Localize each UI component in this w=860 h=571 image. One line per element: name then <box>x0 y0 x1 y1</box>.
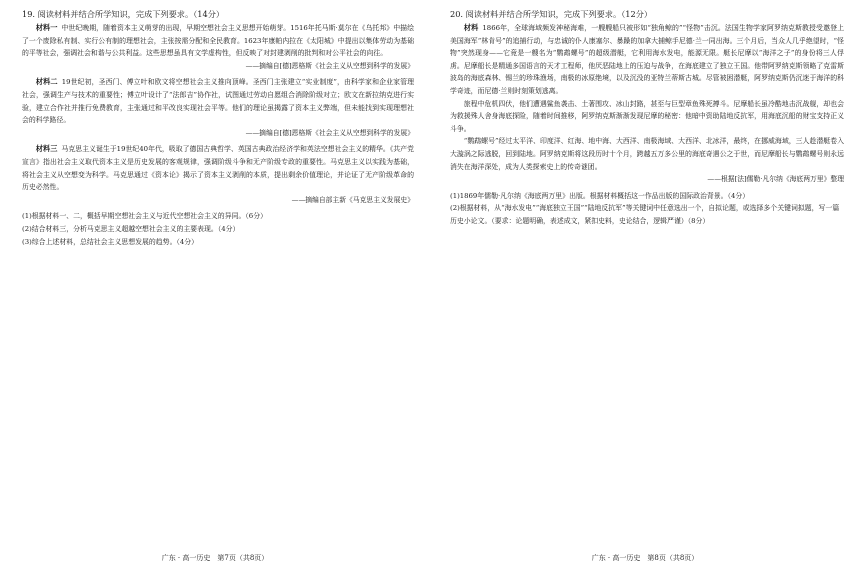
material-2 <box>22 76 414 126</box>
material-label: 材料 <box>463 23 479 32</box>
material-1-source: ——摘编自[德]恩格斯《社会主义从空想到科学的发展》 <box>245 61 414 70</box>
material-3 <box>22 143 414 193</box>
material-2-source: ——摘编自[德]恩格斯《社会主义从空想到科学的发展》 <box>245 128 414 137</box>
material-source: ——根据[法]儒勒·凡尔纳《海底两万里》整理 <box>707 175 844 184</box>
page-7-footer: 广东 · 高一历史 第7页（共8页） <box>161 554 269 562</box>
subquestion-19-1: (1)根据材料一、二，概括早期空想社会主义与近代空想社会主义的异同。（6分） <box>22 212 267 221</box>
material-paragraph-1 <box>450 22 844 98</box>
question-19-heading: 19. 阅读材料并结合所学知识，完成下列要求。（14分） <box>22 9 225 19</box>
page-8 <box>430 0 860 571</box>
material-3-label: 材料三 <box>35 144 58 154</box>
page-8-footer: 广东 · 高一历史 第8页（共8页） <box>591 554 699 562</box>
material-1-text: 中世纪晚期，随着资本主义萌芽的出现，早期空想社会主义思想开始萌芽。1516年托马斯·莫尔在《乌托邦》中描绘了一个废除私有制、实行公有制的理想社会，主张按需分配和全民教育。1623年康帕内拉在《太阳城》中提出以集体劳动为基础的平等社会，强调社会和谐与公共利益。这些思想虽具有文学虚构性，但反映了对封建剥削的批判和对公平社会的向往。 <box>22 24 414 58</box>
material-3-text: 马克思主义诞生于19世纪40年代，吸取了德国古典哲学、英国古典政治经济学和英法空想社会主义的精华。《共产党宣言》指出社会主义取代资本主义是历史发展的客观规律，强调阶级斗争和无产阶级专政的重要性。马克思主义以实践为基础，将社会主义从空想变为科学。马克思通过《资本论》揭示了资本主义剥削的本质，提出剩余价值理论，并论证了无产阶级革命的历史必然性。 <box>22 145 414 192</box>
material-1 <box>22 22 414 60</box>
question-19 <box>22 8 414 248</box>
material-3-source: ——摘编自部主新《马克思主义发展史》 <box>291 195 414 204</box>
material-paragraph-3: “鹦鹉螺号”经过太平洋、印度洋、红海、地中海、大西洋、南极海域、大西洋、北冰洋，最终，在挪威海域，三人趁潜艇卷入大漩涡之际逃脱，回到陆地。阿罗纳克斯将这段历时十个月，跨越五万多公里的海底奇遇公之于世，而尼摩船长与鹦鹉螺号则永远消失在海洋深处，成为人类探索史上的传奇谜团。 <box>450 137 844 171</box>
question-20-heading: 20. 阅读材料并结合所学知识，完成下列要求。（12分） <box>450 9 653 19</box>
subquestion-20-1: (1)1869年儒勒·凡尔纳《海底两万里》出版。根据材料概括这一作品出版的国际政治背景。（4分） <box>450 191 750 200</box>
material-paragraph-2: 旅程中危机四伏，他们遭遇鲨鱼袭击、土著围攻、冰山封路，甚至与巨型章鱼殊死搏斗。尼摩船长虽冷酷地击沉战舰，却也会为救援殊人舍身海底探险，随着时间推移，阿罗纳克斯渐渐发现尼摩的秘密：他暗中资助陆地反抗军，用海底沉船的财宝支持正义斗争。 <box>450 99 844 133</box>
subquestion-20-2: (2)根据材料，从“海水发电”“海底独立王国”“陆地反抗军”等关键词中任意选出一个，自拟论题，或选择多个关键词拟题，写一篇历史小论文。（要求：论题明确，表述成文，紧扣史料，史论结合，逻辑严谨）（8分） <box>450 204 840 225</box>
material-1-label: 材料一 <box>35 23 58 32</box>
subquestion-19-3: (3)综合上述材料，总结社会主义思想发展的趋势。（4分） <box>22 237 199 246</box>
material-paragraph-1-text: 1866年，全球海域频发神秘海难，一艘艘船只被形如“独角鲸的”“怪物”击沉。法国生物学家阿罗纳克斯教授受邀登上美国海军“林肯号”的追捕行动，与忠诚的仆人康塞尔、暴躁的加拿大捕鲸手尼德·兰一同出海。三个月后，当众人几乎绝望时，“怪物”突然现身——它竟是一艘名为“鹦鹉螺号”的超级潜艇，它利用海水发电，能源无限。艇长尼摩以“海洋之子”的身份将三人俘虏。尼摩船长是精通多国语言的天才工程师，他厌恶陆地上的压迫与战争，在海底建立了独立王国。他带阿罗纳克斯领略了克雷斯波岛的海底森林、锡兰的珍珠渔场，南极的冰原绝境，以及沉没的亚特兰蒂斯古城。尽管被困潜艇，阿罗纳克斯仍沉迷于海洋的科学奇迹，而尼德·兰则时刻策划逃离。 <box>450 24 844 95</box>
material-2-label: 材料二 <box>35 77 58 87</box>
question-20 <box>450 8 844 228</box>
material-2-text: 19世纪初，圣西门、傅立叶和欧文将空想社会主义推向顶峰。圣西门主张建立“实业制度”，由科学家和企业家管理社会，强调生产与技术的重要性；傅立叶设计了“法郎吉”协作社，试图通过劳动自愿组合消除阶级对立；欧文在新拉纳克进行实验，建立合作社并推行免费教育，主张通过和平改良实现社会平等。他们的理论虽揭露了资本主义弊端，但未能找到实现理想社会的科学路径。 <box>22 78 414 125</box>
subquestion-19-2: (2)结合材料三，分析马克思主义超越空想社会主义的主要表现。（4分） <box>22 224 240 233</box>
